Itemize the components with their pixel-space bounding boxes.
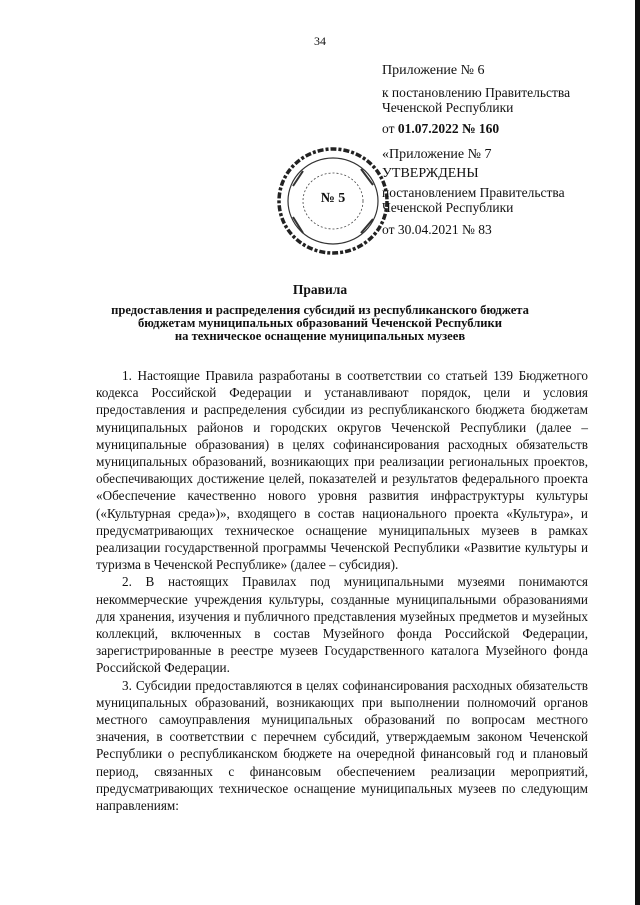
official-seal <box>273 141 393 261</box>
appendix-header <box>382 63 622 136</box>
scan-edge-border <box>635 0 640 905</box>
appendix-date-value: 01.07.2022 № 160 <box>397 121 500 136</box>
appendix-resolution: к постановлению Правительства <box>382 85 571 100</box>
appendix-date-prefix: от <box>382 121 398 136</box>
approved-date: от 30.04.2021 № 83 <box>382 222 492 237</box>
appendix-number: Приложение № 6 <box>382 63 485 78</box>
approved-republic: Чеченской Республики <box>382 200 514 215</box>
subtitle-line-3: на техническое оснащение муниципальных музеев <box>174 329 466 343</box>
document-body <box>96 367 588 814</box>
approved-block <box>382 147 622 237</box>
appendix-date <box>382 121 622 136</box>
seal-number: № 5 <box>320 191 346 206</box>
appendix-republic: Чеченской Республики <box>382 100 514 115</box>
approved-label: УТВЕРЖДЕНЫ <box>382 166 479 181</box>
document-title: Правила <box>292 282 348 297</box>
subtitle-line-2: бюджетам муниципальных образований Чеченской Республики <box>137 316 503 330</box>
paragraph-2: 2. В настоящих Правилах под муниципальными музеями понимаются некоммерческие учреждения культуры, созданные муниципальными образованиями для хранения, изучения и публичного представления музейных предметов и музейных коллекций, включенных в состав Музейного фонда Российской Федерации, зарегистрированные в реестре музеев Государственного каталога Музейного фонда Российской Федерации. <box>96 574 588 676</box>
subtitle-line-1: предоставления и распределения субсидий из республиканского бюджета <box>111 303 529 317</box>
approved-resolution: постановлением Правительства <box>382 185 565 200</box>
page-number: 34 <box>314 34 326 48</box>
approved-appendix: «Приложение № 7 <box>382 147 492 162</box>
paragraph-3: 3. Субсидии предоставляются в целях софинансирования расходных обязательств муниципальных образований, возникающих при выполнении полномочий органов местного самоуправления муниципальных образований по вопросам местного значения, в соответствии с перечнем субсидий, утверждаемым законом Чеченской Республики о республиканском бюджете на очередной финансовый год и плановый период, связанных с финансовым обеспечением реализации мероприятий, предусматривающих техническое оснащение муниципальных музеев по следующим направлениям: <box>96 677 588 814</box>
document-subtitle <box>80 304 560 343</box>
paragraph-1: 1. Настоящие Правила разработаны в соответствии со статьей 139 Бюджетного кодекса Российской Федерации и устанавливают порядок, цели и условия предоставления и распределения субсидии из республиканского бюджета бюджетам муниципальных районов и городских округов Чеченской Республики (далее – муниципальные образования) в целях софинансирования расходных обязательств муниципальных образований, возникающих при реализации региональных проектов, обеспечивающих достижение целей, показателей и результатов федерального проекта «Обеспечение качественно нового уровня развития инфраструктуры культуры («Культурная среда»)», входящего в состав национального проекта «Культура», и предусматривающих техническое оснащение муниципальных музеев в рамках реализации государственной программы Чеченской Республики «Развитие культуры и туризма в Чеченской Республике» (далее – субсидия). <box>96 368 588 573</box>
